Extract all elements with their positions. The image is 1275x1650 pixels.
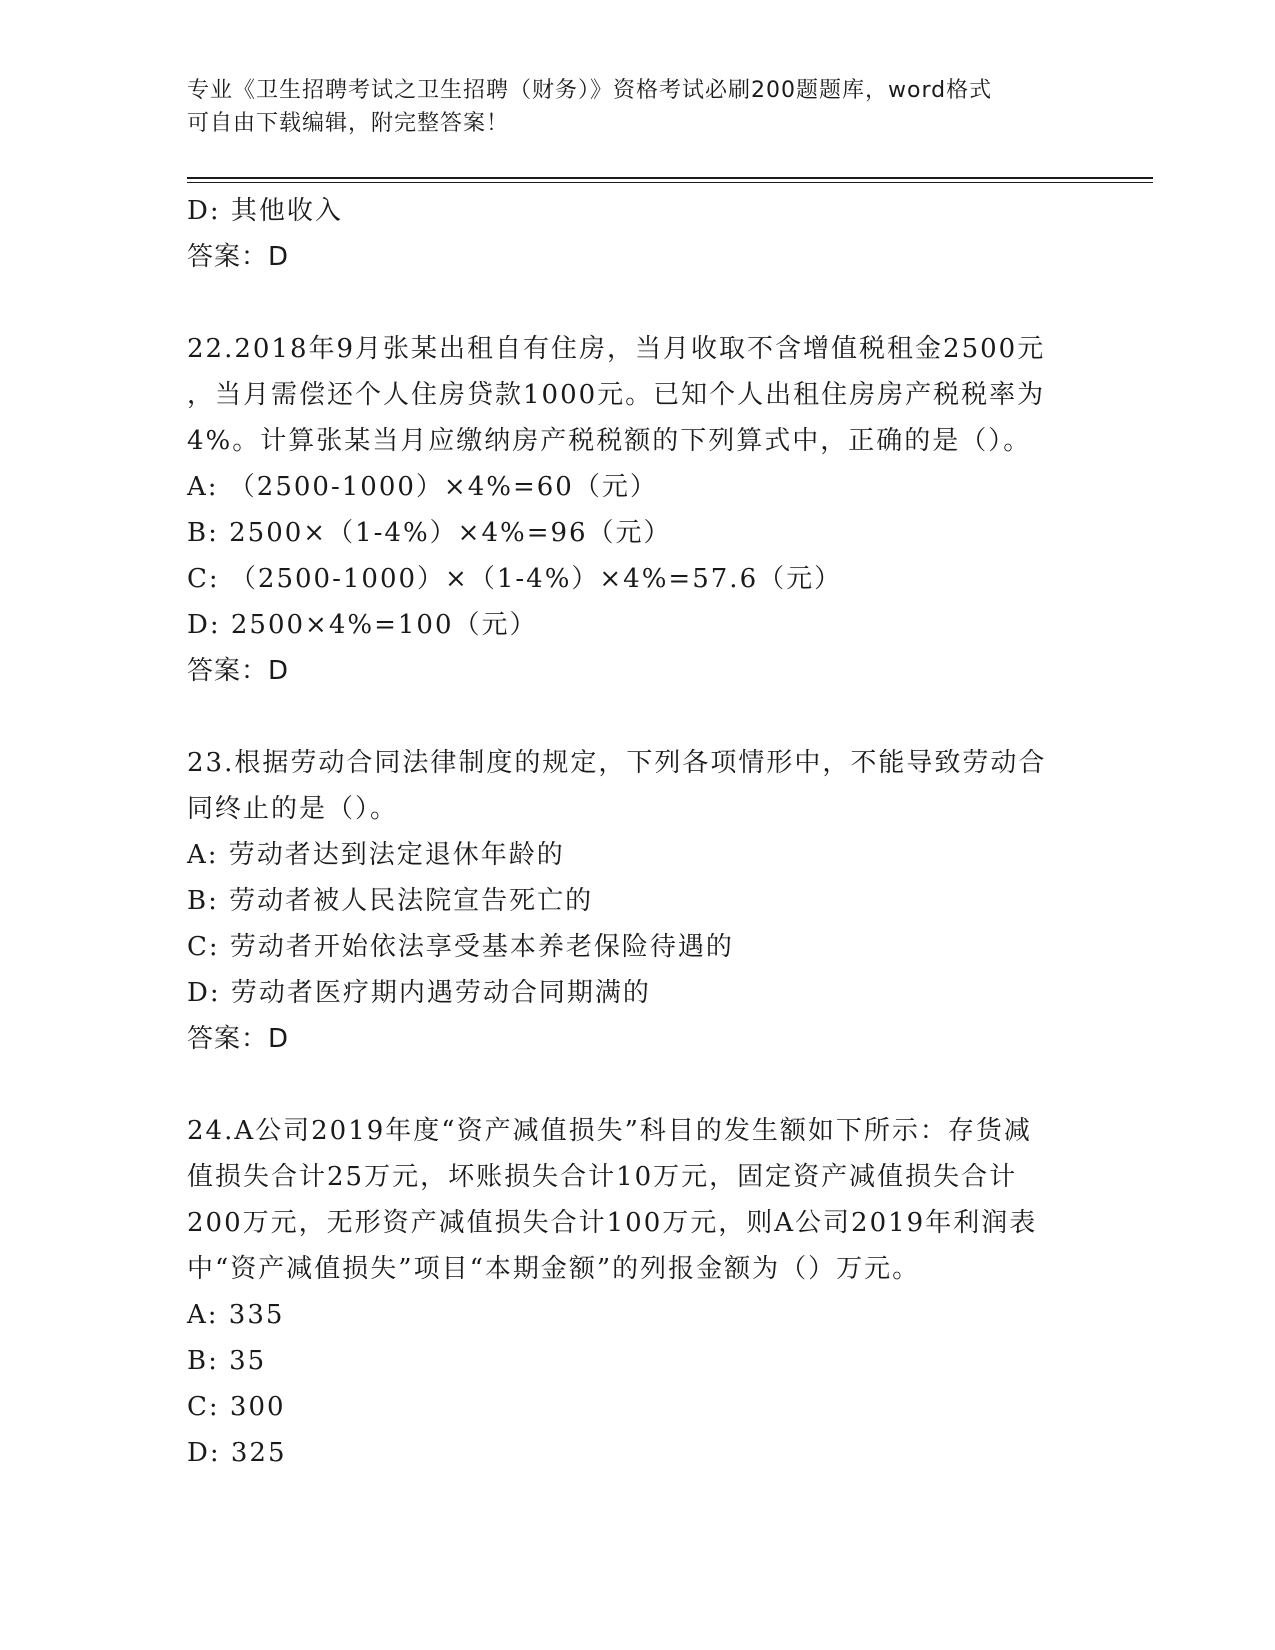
- header-divider-thin: [187, 182, 1153, 183]
- question-22: [187, 326, 1087, 694]
- option-d: D: 劳动者医疗期内遇劳动合同期满的: [187, 978, 651, 1008]
- document-header: [187, 74, 1087, 140]
- option-a: A: 335: [187, 1300, 285, 1330]
- question-text-line: 23.根据劳动合同法律制度的规定，下列各项情形中，不能导致劳动合: [187, 748, 1047, 778]
- option-b: B: 劳动者被人民法院宣告死亡的: [187, 886, 594, 916]
- answer-line: 答案：D: [187, 242, 290, 272]
- option-c: C: 300: [187, 1392, 286, 1422]
- header-divider-thick: [187, 177, 1153, 179]
- spacer: [187, 280, 1087, 326]
- option-d: D: 其他收入: [187, 196, 343, 226]
- spacer: [187, 1062, 1087, 1108]
- option-b: B: 35: [187, 1346, 267, 1376]
- document-body: [187, 188, 1087, 1476]
- header-line-2: 可自由下载编辑，附完整答案！: [187, 111, 510, 136]
- question-text-line: 4%。计算张某当月应缴纳房产税税额的下列算式中，正确的是（）。: [187, 426, 1032, 456]
- question-text-line: 值损失合计25万元，坏账损失合计10万元，固定资产减值损失合计: [187, 1162, 1018, 1192]
- spacer: [187, 694, 1087, 740]
- question-text-line: 中“资产减值损失”项目“本期金额”的列报金额为（）万元。: [187, 1254, 921, 1284]
- question-23: [187, 740, 1087, 1062]
- answer-line: 答案：D: [187, 656, 290, 686]
- option-b: B: 2500×（1-4%）×4%=96（元）: [187, 518, 672, 548]
- option-c: C: 劳动者开始依法享受基本养老保险待遇的: [187, 932, 734, 962]
- option-c: C: （2500-1000）×（1-4%）×4%=57.6（元）: [187, 564, 843, 594]
- question-text-line: 同终止的是（）。: [187, 794, 399, 824]
- question-text-line: ，当月需偿还个人住房贷款1000元。已知个人出租住房房产税税率为: [187, 380, 1046, 410]
- option-d: D: 325: [187, 1438, 287, 1468]
- previous-question-tail: [187, 188, 1087, 280]
- option-a: A: （2500-1000）×4%=60（元）: [187, 472, 658, 502]
- question-text-line: 24.A公司2019年度“资产减值损失”科目的发生额如下所示：存货减: [187, 1116, 1032, 1146]
- question-text-line: 200万元，无形资产减值损失合计100万元，则A公司2019年利润表: [187, 1208, 1038, 1238]
- question-text-line: 22.2018年9月张某出租自有住房，当月收取不含增值税租金2500元: [187, 334, 1046, 364]
- option-a: A: 劳动者达到法定退休年龄的: [187, 840, 565, 870]
- header-line-1: 专业《卫生招聘考试之卫生招聘（财务）》资格考试必刷200题题库，word格式: [187, 78, 993, 103]
- answer-line: 答案：D: [187, 1024, 290, 1054]
- option-d: D: 2500×4%=100（元）: [187, 610, 538, 640]
- question-24: [187, 1108, 1087, 1476]
